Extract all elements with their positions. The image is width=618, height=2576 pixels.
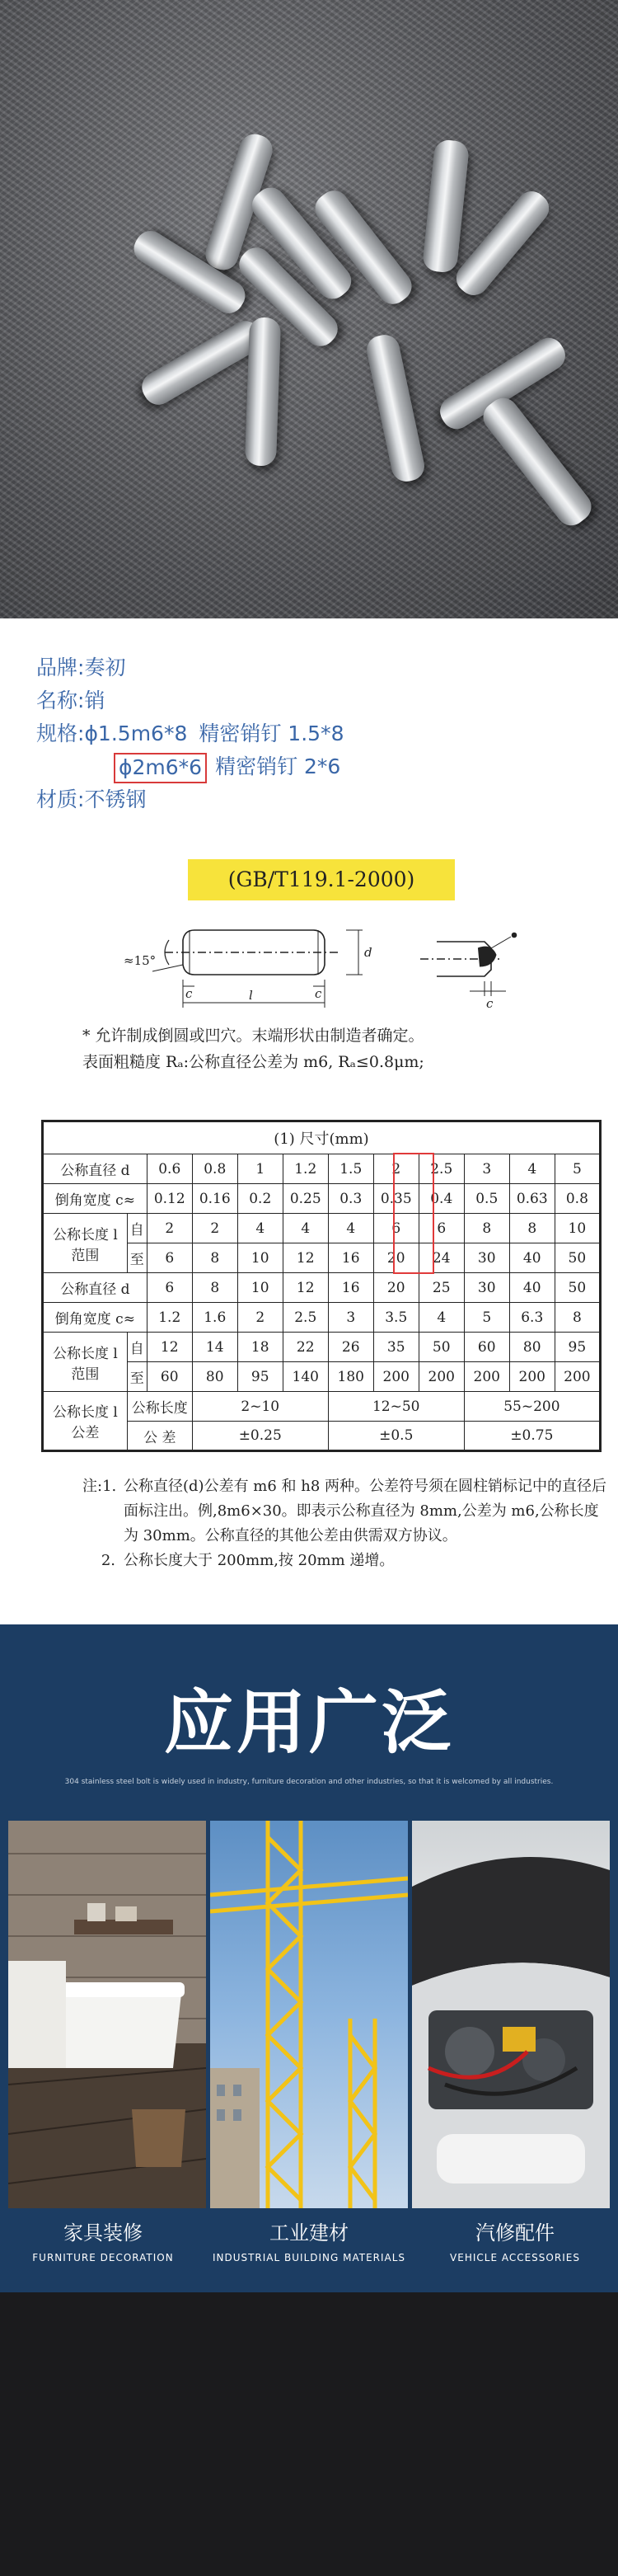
- product-photo: [0, 0, 618, 618]
- application-section: [0, 1624, 618, 2292]
- table-cell: 30: [464, 1273, 509, 1303]
- application-item-industrial: [206, 2218, 412, 2268]
- application-item-furniture: [0, 2218, 206, 2268]
- dim-c-label: c: [486, 996, 494, 1011]
- table-cell: 8: [192, 1273, 237, 1303]
- table-cell: 40: [509, 1243, 555, 1273]
- table-cell: 10: [237, 1273, 283, 1303]
- table-cell: 22: [283, 1333, 328, 1362]
- note-number: 1.: [102, 1478, 117, 1495]
- vehicle-image: [412, 1821, 610, 2208]
- spec-label: 规格:: [36, 722, 85, 745]
- pin-drawing: [0, 907, 618, 1022]
- table-cell: 8: [555, 1303, 600, 1333]
- row-header: 公称长度 l 范围: [43, 1333, 128, 1392]
- table-cell: 0.3: [328, 1184, 373, 1214]
- brand-value: 奏初: [84, 656, 126, 679]
- furniture-image: [8, 1821, 206, 2208]
- table-cell: 200: [373, 1362, 419, 1392]
- table-row: [43, 1303, 601, 1333]
- row-subheader: 公称长度: [127, 1392, 192, 1422]
- table-cell: 40: [509, 1273, 555, 1303]
- table-cell: 2: [192, 1214, 237, 1243]
- table-cell: 80: [509, 1333, 555, 1362]
- table-note-2: [82, 1549, 610, 1573]
- table-cell: 0.25: [283, 1184, 328, 1214]
- item-subtitle: VEHICLE ACCESSORIES: [450, 2252, 580, 2263]
- table-cell: 2.5: [283, 1303, 328, 1333]
- table-cell: 2~10: [192, 1392, 328, 1422]
- table-cell: 0.12: [147, 1184, 192, 1214]
- size-table: [41, 1120, 602, 1452]
- table-cell: 12~50: [328, 1392, 464, 1422]
- table-cell: 50: [419, 1333, 464, 1362]
- table-cell: 95: [555, 1333, 600, 1362]
- table-cell: 140: [283, 1362, 328, 1392]
- table-cell: 0.4: [419, 1184, 464, 1214]
- table-cell: 180: [328, 1362, 373, 1392]
- table-cell: 0.35: [373, 1184, 419, 1214]
- row-subheader: 自: [127, 1214, 147, 1243]
- row-header: 公称直径 d: [43, 1273, 147, 1303]
- table-cell: 1.6: [192, 1303, 237, 1333]
- row-subheader: 自: [127, 1333, 147, 1362]
- table-cell: 60: [147, 1362, 192, 1392]
- table-cell: 6: [373, 1214, 419, 1243]
- item-subtitle: FURNITURE DECORATION: [32, 2252, 174, 2263]
- row-header: 公称长度 l 公差: [43, 1392, 128, 1451]
- table-cell: 10: [237, 1243, 283, 1273]
- table-cell: 3: [464, 1154, 509, 1184]
- note-text: 公称直径(d)公差有 m6 和 h8 两种。公差符号须在圆柱销标记中的直径后面标注出。例,8m6×30。即表示公称直径为 8mm,公差为 m6,公称长度为 30mm。公称直径的其他公差由供需双方协议。: [124, 1478, 607, 1544]
- table-cell: 200: [419, 1362, 464, 1392]
- table-cell: 18: [237, 1333, 283, 1362]
- spec-row-2: [36, 750, 580, 783]
- table-cell: 3.5: [373, 1303, 419, 1333]
- spec-row-1: [36, 717, 580, 750]
- table-cell: 12: [283, 1273, 328, 1303]
- item-title: 家具装修: [63, 2221, 143, 2245]
- application-labels: [0, 2218, 618, 2292]
- note-text: 公称长度大于 200mm,按 20mm 递增。: [124, 1552, 395, 1569]
- table-cell: 8: [464, 1214, 509, 1243]
- table-cell: 55~200: [464, 1392, 600, 1422]
- brand-label: 品牌:: [36, 656, 85, 679]
- footer-dark-band: [0, 2292, 618, 2576]
- table-cell: 6.3: [509, 1303, 555, 1333]
- table-cell: 2.5: [419, 1154, 464, 1184]
- table-cell: 200: [555, 1362, 600, 1392]
- table-cell: 1.2: [147, 1303, 192, 1333]
- table-cell: 0.5: [464, 1184, 509, 1214]
- name-label: 名称:: [36, 689, 85, 712]
- industrial-image: [210, 1821, 408, 2208]
- table-cell: 60: [464, 1333, 509, 1362]
- product-specs: [36, 651, 580, 816]
- pin-image: [245, 317, 281, 466]
- dim-l-label: l: [249, 988, 253, 1003]
- item-title: 工业建材: [269, 2221, 349, 2245]
- table-cell: 1.2: [283, 1154, 328, 1184]
- note-number: 2.: [101, 1552, 115, 1569]
- table-cell: 80: [192, 1362, 237, 1392]
- pin-image: [477, 393, 597, 532]
- application-subtitle: 304 stainless steel bolt is widely used in industry, furniture decoration and other industries, so that it is welcomed by all industries.: [64, 1778, 554, 1786]
- table-cell: 2: [237, 1303, 283, 1333]
- table-row: [43, 1392, 601, 1422]
- standard-note-1: * 允许制成倒圆或凹穴。末端形状由制造者确定。: [82, 1027, 424, 1045]
- standard-notes: [82, 1022, 577, 1075]
- table-cell: 0.16: [192, 1184, 237, 1214]
- table-cell: 4: [419, 1303, 464, 1333]
- row-subheader: 公 差: [127, 1422, 192, 1451]
- row-subheader: 至: [127, 1362, 147, 1392]
- application-item-vehicle: [412, 2218, 618, 2268]
- table-cell: 5: [464, 1303, 509, 1333]
- table-cell: 200: [464, 1362, 509, 1392]
- table-cell: 0.6: [147, 1154, 192, 1184]
- table-cell: 6: [419, 1214, 464, 1243]
- name-value: 销: [84, 689, 105, 712]
- table-cell: 50: [555, 1243, 600, 1273]
- table-cell: 8: [192, 1243, 237, 1273]
- table-cell: ±0.5: [328, 1422, 464, 1451]
- row-header: 倒角宽度 c≈: [43, 1184, 147, 1214]
- table-cell: 12: [283, 1243, 328, 1273]
- standard-note-2: 表面粗糙度 Rₐ:公称直径公差为 m6, Rₐ≤0.8μm;: [82, 1053, 424, 1071]
- table-cell: 0.8: [555, 1184, 600, 1214]
- table-cell: 0.8: [192, 1154, 237, 1184]
- table-cell: 3: [328, 1303, 373, 1333]
- table-cell: ±0.75: [464, 1422, 600, 1451]
- table-cell: 14: [192, 1333, 237, 1362]
- table-cell: 6: [147, 1243, 192, 1273]
- table-cell: 25: [419, 1273, 464, 1303]
- table-cell: 16: [328, 1243, 373, 1273]
- standard-tag: (GB/T119.1-2000): [188, 859, 455, 900]
- table-row: [43, 1154, 601, 1184]
- spec-code: ϕ1.5m6*8: [84, 722, 188, 745]
- table-cell: 4: [328, 1214, 373, 1243]
- row-header: 公称长度 l 范围: [43, 1214, 128, 1273]
- table-row: [43, 1333, 601, 1362]
- table-row: [43, 1214, 601, 1243]
- item-subtitle: INDUSTRIAL BUILDING MATERIALS: [212, 2252, 406, 2263]
- row-header: 公称直径 d: [43, 1154, 147, 1184]
- dim-c-label: c: [185, 986, 193, 1001]
- spec-desc: 精密销钉 1.5*8: [199, 722, 344, 745]
- notes-prefix: 注:: [82, 1478, 103, 1495]
- name-row: [36, 684, 580, 717]
- table-cell: 50: [555, 1273, 600, 1303]
- table-cell: 16: [328, 1273, 373, 1303]
- row-subheader: 至: [127, 1243, 147, 1273]
- application-title: 应用广泛: [163, 1682, 454, 1763]
- table-cell: 12: [147, 1333, 192, 1362]
- table-notes: [82, 1474, 610, 1573]
- table-cell: 0.63: [509, 1184, 555, 1214]
- spec-code-highlighted: ϕ2m6*6: [114, 753, 207, 783]
- application-images: [0, 1821, 618, 2208]
- table-cell: 10: [555, 1214, 600, 1243]
- table-cell: 5: [555, 1154, 600, 1184]
- brand-row: [36, 651, 580, 684]
- table-cell: 30: [464, 1243, 509, 1273]
- table-cell: 95: [237, 1362, 283, 1392]
- item-title: 汽修配件: [475, 2221, 555, 2245]
- material-row: [36, 783, 580, 816]
- angle-label: ≈15°: [124, 953, 157, 968]
- table-cell: 20: [373, 1243, 419, 1273]
- table-row: [43, 1184, 601, 1214]
- pin-image: [364, 332, 428, 484]
- table-cell: 26: [328, 1333, 373, 1362]
- table-cell: 4: [509, 1154, 555, 1184]
- row-header: 倒角宽度 c≈: [43, 1303, 147, 1333]
- table-cell: 20: [373, 1273, 419, 1303]
- table-cell: 1.5: [328, 1154, 373, 1184]
- table-cell: 2: [373, 1154, 419, 1184]
- table-cell: 0.2: [237, 1184, 283, 1214]
- table-cell: 200: [509, 1362, 555, 1392]
- table-cell: ±0.25: [192, 1422, 328, 1451]
- table-caption: (1) 尺寸(mm): [43, 1121, 601, 1154]
- table-cell: 2: [147, 1214, 192, 1243]
- dim-d-label: d: [364, 945, 372, 960]
- pin-image: [422, 139, 470, 274]
- material-value: 不锈钢: [84, 787, 147, 811]
- size-table-wrapper: [41, 1120, 602, 1452]
- pin-image: [450, 186, 555, 302]
- table-cell: 6: [147, 1273, 192, 1303]
- table-cell: 4: [283, 1214, 328, 1243]
- table-note-1: [82, 1474, 610, 1549]
- table-cell: 8: [509, 1214, 555, 1243]
- table-cell: 1: [237, 1154, 283, 1184]
- spec-desc: 精密销钉 2*6: [215, 754, 341, 778]
- dim-c-label: c: [315, 986, 322, 1001]
- table-cell: 24: [419, 1243, 464, 1273]
- table-cell: 4: [237, 1214, 283, 1243]
- table-cell: 35: [373, 1333, 419, 1362]
- table-row: [43, 1273, 601, 1303]
- material-label: 材质:: [36, 787, 85, 811]
